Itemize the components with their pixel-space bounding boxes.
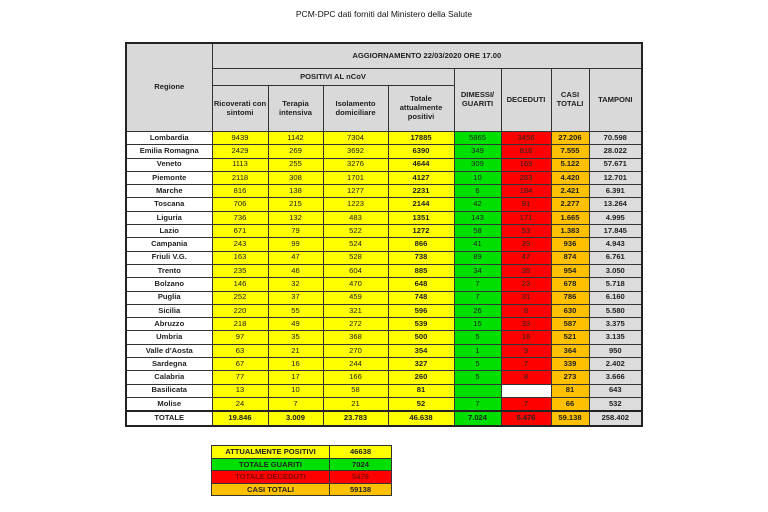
deceduti-cell: 16 — [501, 331, 551, 344]
totale-positivi-cell: 52 — [388, 397, 454, 411]
isolamento-cell: 470 — [323, 278, 388, 291]
ricoverati-cell: 1113 — [212, 158, 268, 171]
summary-value: 5476 — [330, 471, 392, 484]
deceduti-cell: 7 — [501, 358, 551, 371]
ricoverati-cell: 252 — [212, 291, 268, 304]
terapia-cell: 269 — [268, 145, 323, 158]
tamponi-cell: 57.671 — [589, 158, 642, 171]
totale-terapia-cell: 3.009 — [268, 411, 323, 426]
terapia-cell: 46 — [268, 264, 323, 277]
deceduti-cell: 29 — [501, 238, 551, 251]
tamponi-cell: 950 — [589, 344, 642, 357]
casi-totali-cell: 273 — [551, 371, 589, 384]
table-row — [126, 198, 642, 211]
isolamento-cell: 166 — [323, 371, 388, 384]
table-row — [126, 371, 642, 384]
totale-positivi-cell: 4644 — [388, 158, 454, 171]
ricoverati-cell: 163 — [212, 251, 268, 264]
deceduti-cell: 8 — [501, 371, 551, 384]
totale-row — [126, 411, 642, 426]
page-title: PCM-DPC dati forniti dal Ministero della Salute — [295, 9, 473, 19]
dimessi-cell: 10 — [454, 171, 501, 184]
region-name: Molise — [126, 397, 212, 411]
isolamento-cell: 604 — [323, 264, 388, 277]
ricoverati-cell: 63 — [212, 344, 268, 357]
region-name: Lombardia — [126, 132, 212, 145]
table-row — [126, 304, 642, 317]
deceduti-cell: 7 — [501, 397, 551, 411]
dimessi-cell: 34 — [454, 264, 501, 277]
totale-isolamento-cell: 23.783 — [323, 411, 388, 426]
isolamento-cell: 3692 — [323, 145, 388, 158]
isolamento-cell: 459 — [323, 291, 388, 304]
region-name: Puglia — [126, 291, 212, 304]
region-name: Liguria — [126, 211, 212, 224]
totale-positivi-cell: 81 — [388, 384, 454, 397]
table-row — [126, 238, 642, 251]
summary-row-guariti — [212, 458, 392, 471]
terapia-cell: 7 — [268, 397, 323, 411]
tamponi-cell: 4.995 — [589, 211, 642, 224]
header-totale-positivi: Totale attualmente positivi — [388, 86, 454, 132]
dimessi-cell: 15 — [454, 318, 501, 331]
isolamento-cell: 21 — [323, 397, 388, 411]
isolamento-cell: 244 — [323, 358, 388, 371]
ricoverati-cell: 671 — [212, 225, 268, 238]
deceduti-cell: 53 — [501, 225, 551, 238]
isolamento-cell: 1701 — [323, 171, 388, 184]
ricoverati-cell: 235 — [212, 264, 268, 277]
tamponi-cell: 6.761 — [589, 251, 642, 264]
totale-positivi-cell: 1272 — [388, 225, 454, 238]
terapia-cell: 37 — [268, 291, 323, 304]
tamponi-cell: 6.391 — [589, 185, 642, 198]
dimessi-cell: 5 — [454, 358, 501, 371]
table-row — [126, 384, 642, 397]
header-isolamento: Isolamento domiciliare — [323, 86, 388, 132]
terapia-cell: 10 — [268, 384, 323, 397]
ricoverati-cell: 67 — [212, 358, 268, 371]
summary-label: ATTUALMENTE POSITIVI — [212, 446, 330, 459]
covid-regions-table — [125, 42, 643, 427]
terapia-cell: 16 — [268, 358, 323, 371]
casi-totali-cell: 630 — [551, 304, 589, 317]
tamponi-cell: 12.701 — [589, 171, 642, 184]
ricoverati-cell: 220 — [212, 304, 268, 317]
totale-positivi-cell: 596 — [388, 304, 454, 317]
summary-row-casi — [212, 483, 392, 496]
tamponi-cell: 5.580 — [589, 304, 642, 317]
terapia-cell: 132 — [268, 211, 323, 224]
terapia-cell: 55 — [268, 304, 323, 317]
terapia-cell: 308 — [268, 171, 323, 184]
dimessi-cell: 1 — [454, 344, 501, 357]
update-title: AGGIORNAMENTO 22/03/2020 ORE 17.00 — [212, 43, 642, 69]
summary-value: 46638 — [330, 446, 392, 459]
totale-totale-positivi-cell: 46.638 — [388, 411, 454, 426]
casi-totali-cell: 1.665 — [551, 211, 589, 224]
summary-value: 59138 — [330, 483, 392, 496]
dimessi-cell: 5 — [454, 331, 501, 344]
deceduti-cell: 91 — [501, 198, 551, 211]
tamponi-cell: 3.666 — [589, 371, 642, 384]
table-row — [126, 318, 642, 331]
casi-totali-cell: 2.421 — [551, 185, 589, 198]
ricoverati-cell: 77 — [212, 371, 268, 384]
totale-positivi-cell: 500 — [388, 331, 454, 344]
totale-positivi-cell: 539 — [388, 318, 454, 331]
region-name: Umbria — [126, 331, 212, 344]
region-name: Campania — [126, 238, 212, 251]
tamponi-cell: 13.264 — [589, 198, 642, 211]
region-name: Toscana — [126, 198, 212, 211]
totale-region-name: TOTALE — [126, 411, 212, 426]
isolamento-cell: 528 — [323, 251, 388, 264]
casi-totali-cell: 786 — [551, 291, 589, 304]
header-tamponi: TAMPONI — [589, 69, 642, 132]
terapia-cell: 1142 — [268, 132, 323, 145]
region-name: Bolzano — [126, 278, 212, 291]
isolamento-cell: 3276 — [323, 158, 388, 171]
summary-row-deceduti — [212, 471, 392, 484]
summary-label: TOTALE GUARITI — [212, 458, 330, 471]
casi-totali-cell: 521 — [551, 331, 589, 344]
totale-casi-totali-cell: 59.138 — [551, 411, 589, 426]
totale-positivi-cell: 885 — [388, 264, 454, 277]
casi-totali-cell: 1.383 — [551, 225, 589, 238]
casi-totali-cell: 954 — [551, 264, 589, 277]
region-name: Valle d'Aosta — [126, 344, 212, 357]
dimessi-cell: 41 — [454, 238, 501, 251]
summary-label: CASI TOTALI — [212, 483, 330, 496]
casi-totali-cell: 4.420 — [551, 171, 589, 184]
tamponi-cell: 5.718 — [589, 278, 642, 291]
casi-totali-cell: 936 — [551, 238, 589, 251]
summary-value: 7024 — [330, 458, 392, 471]
terapia-cell: 215 — [268, 198, 323, 211]
casi-totali-cell: 7.555 — [551, 145, 589, 158]
tamponi-cell: 70.598 — [589, 132, 642, 145]
casi-totali-cell: 81 — [551, 384, 589, 397]
header-terapia: Terapia intensiva — [268, 86, 323, 132]
table-row — [126, 397, 642, 411]
deceduti-cell — [501, 384, 551, 397]
region-name: Emilia Romagna — [126, 145, 212, 158]
totale-positivi-cell: 260 — [388, 371, 454, 384]
terapia-cell: 79 — [268, 225, 323, 238]
table-row — [126, 278, 642, 291]
dimessi-cell: 143 — [454, 211, 501, 224]
terapia-cell: 138 — [268, 185, 323, 198]
table-row — [126, 251, 642, 264]
tamponi-cell: 4.943 — [589, 238, 642, 251]
totale-tamponi-cell: 258.402 — [589, 411, 642, 426]
deceduti-cell: 35 — [501, 264, 551, 277]
deceduti-cell: 3456 — [501, 132, 551, 145]
ricoverati-cell: 97 — [212, 331, 268, 344]
tamponi-cell: 3.050 — [589, 264, 642, 277]
casi-totali-cell: 874 — [551, 251, 589, 264]
dimessi-cell: 26 — [454, 304, 501, 317]
dimessi-cell: 7 — [454, 397, 501, 411]
header-ricoverati: Ricoverati con sintomi — [212, 86, 268, 132]
terapia-cell: 32 — [268, 278, 323, 291]
terapia-cell: 17 — [268, 371, 323, 384]
totale-positivi-cell: 1351 — [388, 211, 454, 224]
ricoverati-cell: 2429 — [212, 145, 268, 158]
region-name: Trento — [126, 264, 212, 277]
totale-positivi-cell: 738 — [388, 251, 454, 264]
terapia-cell: 21 — [268, 344, 323, 357]
casi-totali-cell: 66 — [551, 397, 589, 411]
totale-positivi-cell: 866 — [388, 238, 454, 251]
dimessi-cell: 89 — [454, 251, 501, 264]
totale-positivi-cell: 17885 — [388, 132, 454, 145]
dimessi-cell: 5 — [454, 371, 501, 384]
deceduti-cell: 8 — [501, 304, 551, 317]
tamponi-cell: 6.160 — [589, 291, 642, 304]
table-row — [126, 264, 642, 277]
table-row — [126, 171, 642, 184]
ricoverati-cell: 24 — [212, 397, 268, 411]
casi-totali-cell: 27.206 — [551, 132, 589, 145]
deceduti-cell: 9 — [501, 344, 551, 357]
table-row — [126, 344, 642, 357]
dimessi-cell — [454, 384, 501, 397]
totale-ricoverati-cell: 19.846 — [212, 411, 268, 426]
isolamento-cell: 483 — [323, 211, 388, 224]
totale-deceduti-cell: 5.476 — [501, 411, 551, 426]
dimessi-cell: 7 — [454, 291, 501, 304]
table-row — [126, 358, 642, 371]
summary-row-positivi — [212, 446, 392, 459]
totale-positivi-cell: 354 — [388, 344, 454, 357]
deceduti-cell: 283 — [501, 171, 551, 184]
dimessi-cell: 58 — [454, 225, 501, 238]
ricoverati-cell: 2118 — [212, 171, 268, 184]
region-name: Veneto — [126, 158, 212, 171]
deceduti-cell: 184 — [501, 185, 551, 198]
casi-totali-cell: 339 — [551, 358, 589, 371]
casi-totali-cell: 587 — [551, 318, 589, 331]
deceduti-cell: 23 — [501, 278, 551, 291]
tamponi-cell: 3.135 — [589, 331, 642, 344]
region-name: Piemonte — [126, 171, 212, 184]
tamponi-cell: 28.022 — [589, 145, 642, 158]
region-name: Abruzzo — [126, 318, 212, 331]
header-dimessi: DIMESSI/ GUARITI — [454, 69, 501, 132]
isolamento-cell: 58 — [323, 384, 388, 397]
region-name: Basilicata — [126, 384, 212, 397]
dimessi-cell: 5865 — [454, 132, 501, 145]
isolamento-cell: 1277 — [323, 185, 388, 198]
ricoverati-cell: 146 — [212, 278, 268, 291]
header-casi-totali: CASI TOTALI — [551, 69, 589, 132]
totale-positivi-cell: 748 — [388, 291, 454, 304]
ricoverati-cell: 736 — [212, 211, 268, 224]
tamponi-cell: 643 — [589, 384, 642, 397]
table-row — [126, 158, 642, 171]
deceduti-cell: 169 — [501, 158, 551, 171]
ricoverati-cell: 13 — [212, 384, 268, 397]
totale-positivi-cell: 327 — [388, 358, 454, 371]
isolamento-cell: 522 — [323, 225, 388, 238]
ricoverati-cell: 243 — [212, 238, 268, 251]
casi-totali-cell: 678 — [551, 278, 589, 291]
totale-positivi-cell: 2144 — [388, 198, 454, 211]
region-name: Sicilia — [126, 304, 212, 317]
isolamento-cell: 7304 — [323, 132, 388, 145]
ricoverati-cell: 706 — [212, 198, 268, 211]
casi-totali-cell: 364 — [551, 344, 589, 357]
region-name: Marche — [126, 185, 212, 198]
dimessi-cell: 309 — [454, 158, 501, 171]
ricoverati-cell: 9439 — [212, 132, 268, 145]
deceduti-cell: 33 — [501, 318, 551, 331]
tamponi-cell: 17.845 — [589, 225, 642, 238]
ricoverati-cell: 816 — [212, 185, 268, 198]
isolamento-cell: 368 — [323, 331, 388, 344]
totale-dimessi-cell: 7.024 — [454, 411, 501, 426]
ricoverati-cell: 218 — [212, 318, 268, 331]
table-row — [126, 291, 642, 304]
isolamento-cell: 272 — [323, 318, 388, 331]
dimessi-cell: 6 — [454, 185, 501, 198]
deceduti-cell: 171 — [501, 211, 551, 224]
totale-positivi-cell: 2231 — [388, 185, 454, 198]
summary-label: TOTALE DECEDUTI — [212, 471, 330, 484]
terapia-cell: 99 — [268, 238, 323, 251]
region-name: Sardegna — [126, 358, 212, 371]
isolamento-cell: 524 — [323, 238, 388, 251]
deceduti-cell: 47 — [501, 251, 551, 264]
header-regione: Regione — [126, 43, 212, 132]
terapia-cell: 47 — [268, 251, 323, 264]
totale-positivi-cell: 6390 — [388, 145, 454, 158]
tamponi-cell: 532 — [589, 397, 642, 411]
table-row — [126, 225, 642, 238]
table-row — [126, 331, 642, 344]
casi-totali-cell: 5.122 — [551, 158, 589, 171]
summary-box — [211, 445, 392, 496]
dimessi-cell: 42 — [454, 198, 501, 211]
terapia-cell: 35 — [268, 331, 323, 344]
terapia-cell: 255 — [268, 158, 323, 171]
casi-totali-cell: 2.277 — [551, 198, 589, 211]
tamponi-cell: 2.402 — [589, 358, 642, 371]
table-row — [126, 211, 642, 224]
totale-positivi-cell: 4127 — [388, 171, 454, 184]
deceduti-cell: 31 — [501, 291, 551, 304]
isolamento-cell: 1223 — [323, 198, 388, 211]
dimessi-cell: 349 — [454, 145, 501, 158]
region-name: Calabria — [126, 371, 212, 384]
region-name: Lazio — [126, 225, 212, 238]
table-row — [126, 145, 642, 158]
tamponi-cell: 3.375 — [589, 318, 642, 331]
table-row — [126, 132, 642, 145]
header-deceduti: DECEDUTI — [501, 69, 551, 132]
isolamento-cell: 321 — [323, 304, 388, 317]
dimessi-cell: 7 — [454, 278, 501, 291]
region-name: Friuli V.G. — [126, 251, 212, 264]
totale-positivi-cell: 648 — [388, 278, 454, 291]
isolamento-cell: 270 — [323, 344, 388, 357]
table-row — [126, 185, 642, 198]
header-positivi-group: POSITIVI AL nCoV — [212, 69, 454, 86]
terapia-cell: 49 — [268, 318, 323, 331]
deceduti-cell: 816 — [501, 145, 551, 158]
